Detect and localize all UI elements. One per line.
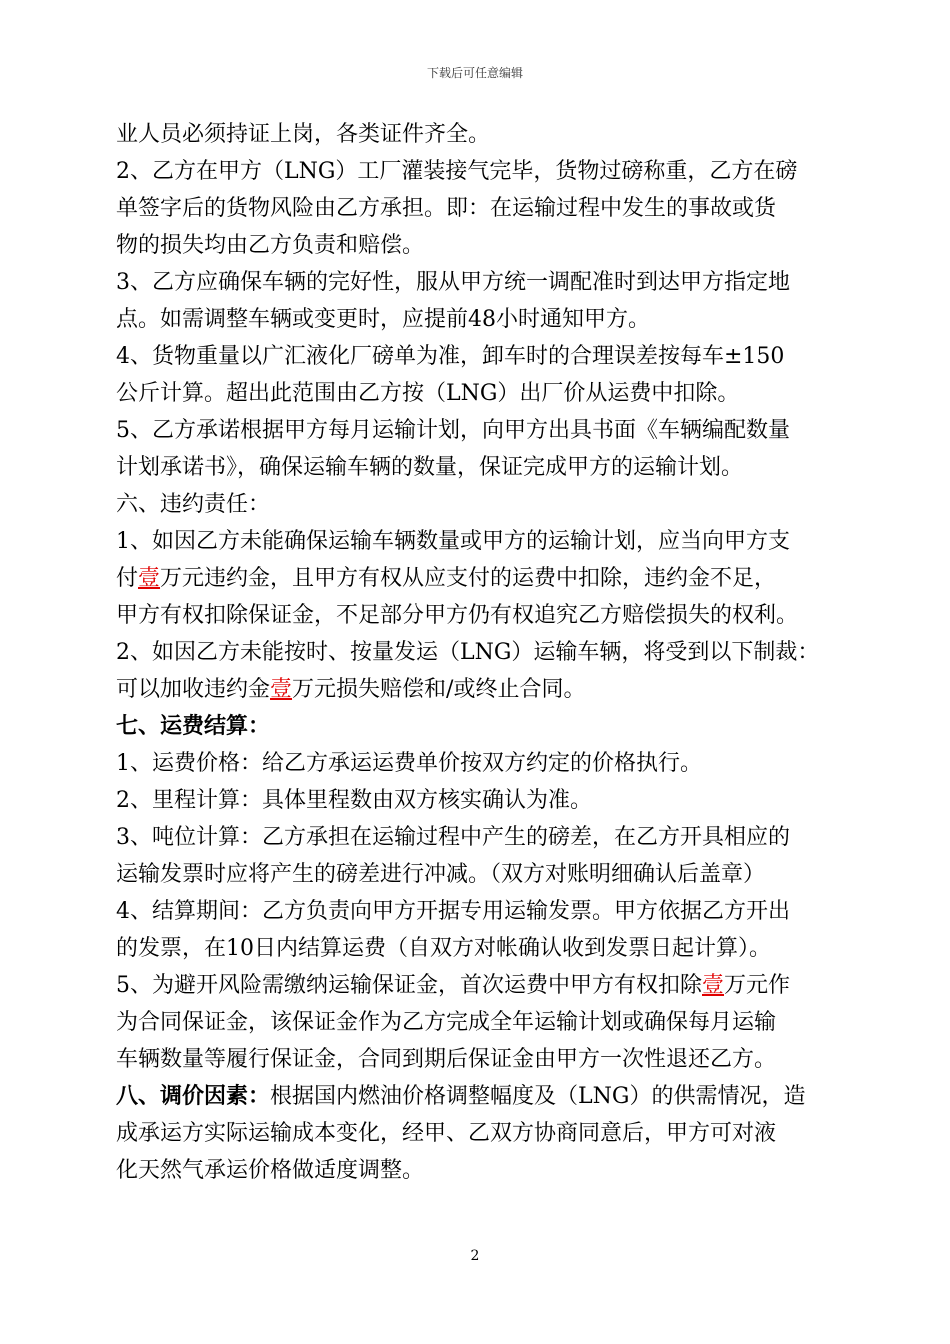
- text-line: 2、里程计算：具体里程数由双方核实确认为准。: [116, 788, 592, 813]
- text-line: 点。如需调整车辆或变更时，应提前48小时通知甲方。: [116, 307, 650, 332]
- text-line: 车辆数量等履行保证金，合同到期后保证金由甲方一次性退还乙方。: [116, 1047, 777, 1072]
- text-line: 1、运费价格：给乙方承运运费单价按双方约定的价格执行。: [116, 751, 702, 776]
- text-line: 物的损失均由乙方负责和赔偿。: [116, 233, 425, 258]
- highlighted-amount: 壹: [270, 677, 293, 702]
- page-number: 2: [470, 1248, 480, 1264]
- text-line: 3、吨位计算：乙方承担在运输过程中产生的磅差，在乙方开具相应的: [116, 825, 790, 850]
- text-line: 4、货物重量以广汇液化厂磅单为准，卸车时的合理误差按每车±150: [116, 344, 785, 369]
- highlighted-amount: 壹: [138, 566, 161, 591]
- text-line: 5、为避开风险需缴纳运输保证金，首次运费中甲方有权扣除壹万元作: [116, 973, 791, 998]
- text-line: 的发票，在10日内结算运费（自双方对帐确认收到发票日起计算）。: [116, 936, 771, 961]
- section-heading-7: 七、运费结算：: [116, 713, 271, 739]
- text-line: 单签字后的货物风险由乙方承担。即：在运输过程中发生的事故或货: [116, 196, 777, 221]
- text-line: 成承运方实际运输成本变化，经甲、乙双方协商同意后，甲方可对液: [116, 1121, 777, 1146]
- text-line: 业人员必须持证上岗，各类证件齐全。: [116, 122, 491, 147]
- text-line: 付壹万元违约金，且甲方有权从应支付的运费中扣除，违约金不足，: [116, 566, 777, 591]
- text-line: 5、乙方承诺根据甲方每月运输计划，向甲方出具书面《车辆编配数量: [116, 418, 790, 443]
- text-line: 3、乙方应确保车辆的完好性，服从甲方统一调配准时到达甲方指定地: [116, 270, 790, 295]
- text-line: 为合同保证金，该保证金作为乙方完成全年运输计划或确保每月运输: [116, 1010, 777, 1035]
- text-line: 可以加收违约金壹万元损失赔偿和/或终止合同。: [116, 677, 586, 702]
- page-header: 下载后可任意编辑: [426, 66, 523, 80]
- text-line: 八、调价因素：根据国内燃油价格调整幅度及（LNG）的供需情况，造: [116, 1083, 806, 1109]
- highlighted-amount: 壹: [702, 973, 725, 998]
- text-line: 化天然气承运价格做适度调整。: [116, 1158, 425, 1183]
- text-line: 公斤计算。超出此范围由乙方按（LNG）出厂价从运费中扣除。: [116, 381, 740, 406]
- section-heading-8: 八、调价因素：: [116, 1083, 271, 1109]
- section-heading-6: 六、违约责任：: [116, 492, 271, 517]
- text-line: 计划承诺书》，确保运输车辆的数量，保证完成甲方的运输计划。: [116, 455, 744, 480]
- text-line: 1、如因乙方未能确保运输车辆数量或甲方的运输计划，应当向甲方支: [116, 529, 790, 554]
- text-line: 甲方有权扣除保证金，不足部分甲方仍有权追究乙方赔偿损失的权利。: [116, 603, 799, 628]
- text-line: 2、如因乙方未能按时、按量发运（LNG）运输车辆，将受到以下制裁：: [116, 640, 820, 665]
- text-line: 4、结算期间：乙方负责向甲方开据专用运输发票。甲方依据乙方开出: [116, 899, 790, 924]
- text-line: 2、乙方在甲方（LNG）工厂灌装接气完毕，货物过磅称重，乙方在磅: [116, 159, 798, 184]
- text-line: 运输发票时应将产生的磅差进行冲减。（双方对账明细确认后盖章）: [116, 862, 766, 887]
- document-body: [116, 116, 856, 1189]
